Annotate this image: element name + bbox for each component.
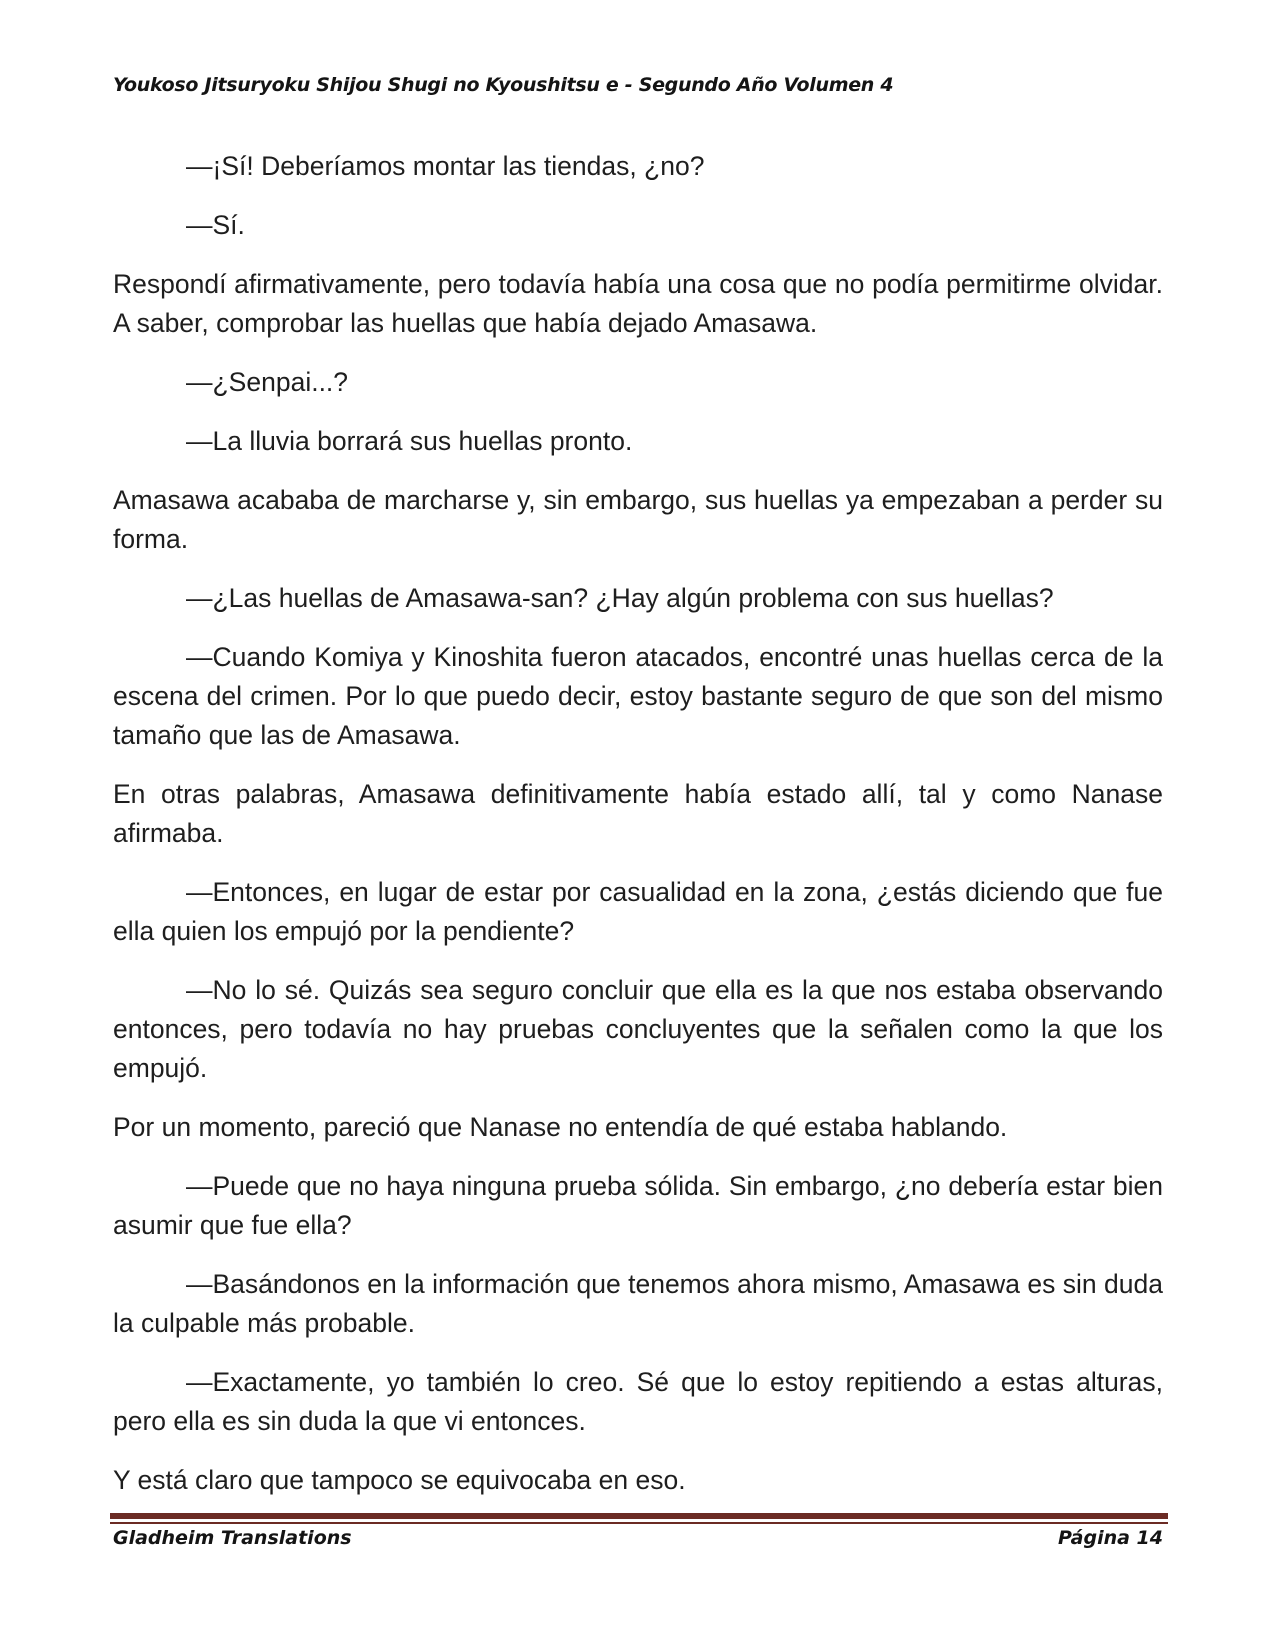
dialogue-paragraph: —Exactamente, yo también lo creo. Sé que lo estoy repitiendo a estas alturas, pero ella es sin duda la que vi entonces. [113,1367,1163,1436]
page-number: Página 14 [1057,1527,1163,1549]
footer-credit: Gladheim Translations [113,1527,352,1549]
narration-paragraph: Respondí afirmativamente, pero todavía había una cosa que no podía permitirme olvidar. A saber, comprobar las huellas que había dejado Amasawa. [113,269,1163,338]
dialogue-paragraph: —Puede que no haya ninguna prueba sólida. Sin embargo, ¿no debería estar bien asumir que fue ella? [113,1171,1163,1240]
dialogue-paragraph: —¿Senpai...? [186,367,349,397]
dialogue-paragraph: —No lo sé. Quizás sea seguro concluir que ella es la que nos estaba observando entonces, pero todavía no hay pruebas concluyentes que la señalen como la que los empujó. [113,975,1163,1083]
dialogue-paragraph: —Cuando Komiya y Kinoshita fueron atacados, encontré unas huellas cerca de la escena del crimen. Por lo que puedo decir, estoy bastante seguro de que son del mismo tamaño que las de Amasawa. [113,642,1163,750]
dialogue-paragraph: —Entonces, en lugar de estar por casualidad en la zona, ¿estás diciendo que fue ella quien los empujó por la pendiente? [113,877,1163,946]
dialogue-paragraph: —Sí. [186,210,245,240]
dialogue-paragraph: —La lluvia borrará sus huellas pronto. [186,426,633,456]
page-header-title: Youkoso Jitsuryoku Shijou Shugi no Kyoushitsu e - Segundo Año Volumen 4 [113,74,894,96]
narration-paragraph: En otras palabras, Amasawa definitivamente había estado allí, tal y como Nanase afirmaba. [113,779,1163,848]
narration-paragraph: Por un momento, pareció que Nanase no entendía de qué estaba hablando. [113,1112,1008,1142]
narration-paragraph: Amasawa acababa de marcharse y, sin embargo, sus huellas ya empezaban a perder su forma. [113,485,1163,554]
footer-divider-thin [110,1522,1168,1524]
dialogue-paragraph: —Basándonos en la información que tenemos ahora mismo, Amasawa es sin duda la culpable más probable. [113,1269,1163,1338]
footer-divider-thick [110,1513,1168,1519]
page-body [113,147,1163,1500]
dialogue-paragraph: —¡Sí! Deberíamos montar las tiendas, ¿no? [186,151,705,181]
narration-paragraph: Y está claro que tampoco se equivocaba en eso. [113,1465,686,1495]
dialogue-paragraph: —¿Las huellas de Amasawa-san? ¿Hay algún problema con sus huellas? [186,583,1054,613]
